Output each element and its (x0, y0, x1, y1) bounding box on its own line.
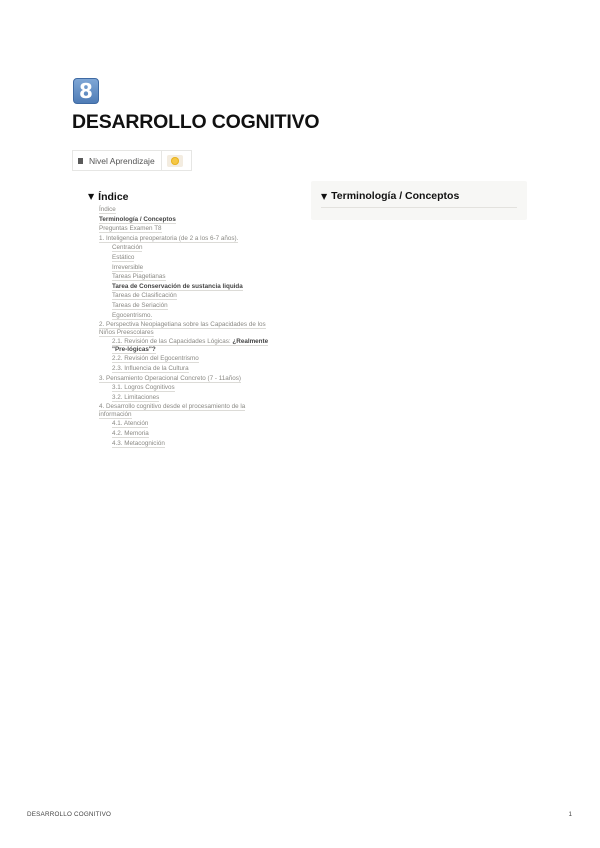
toc-link[interactable] (99, 354, 277, 364)
property-value[interactable] (162, 151, 191, 170)
toc-link-label: 3.2. Limitaciones (112, 393, 160, 401)
toc-link[interactable] (99, 272, 277, 282)
toc-link[interactable] (99, 263, 277, 273)
toc-link[interactable] (99, 419, 277, 429)
footer-title: DESARROLLO COGNITIVO (27, 811, 112, 818)
toc-link[interactable] (99, 337, 277, 354)
terminology-toggle-header[interactable] (321, 190, 459, 202)
toc-link-label: Terminología / Conceptos (99, 215, 176, 223)
terminology-toggle (311, 181, 527, 220)
toc-link-label: 4.1. Atención (112, 420, 149, 428)
toc-link[interactable] (99, 374, 277, 384)
triangle-down-icon[interactable]: ▼ (88, 192, 95, 201)
divider (321, 207, 517, 208)
toc-link[interactable] (99, 383, 277, 393)
toc-toggle (88, 189, 280, 448)
toc-link-label: Tareas de Clasificación (112, 292, 177, 300)
toc-link[interactable] (99, 282, 277, 292)
toc-link-label: Índice (99, 206, 116, 214)
toc-link[interactable] (99, 243, 277, 253)
toc-link-label: 2.2. Revisión del Egocentrismo (112, 355, 199, 363)
toc-heading: Índice (98, 190, 129, 203)
toc-link-label: 3. Pensamiento Operacional Concreto (7 - 11años) (99, 374, 241, 382)
lightbulb-icon (171, 157, 179, 165)
toc-link[interactable] (99, 291, 277, 301)
property-row (72, 150, 192, 171)
list-property-icon (78, 158, 83, 164)
toc-link-label: Preguntas Examen T8 (99, 225, 162, 233)
toc-link-label: Tareas de Seriación (112, 301, 168, 309)
terminology-heading: Terminología / Conceptos (331, 190, 460, 202)
toc-link-label: 2. Perspectiva Neopiagetiana sobre las Capacidades de los Niños Preescolares (99, 321, 266, 336)
table-of-contents (88, 205, 280, 448)
footer-page-number: 1 (568, 811, 572, 818)
toc-link[interactable] (99, 301, 277, 311)
toc-link-label: Tarea de Conservación de sustancia liquida (112, 282, 243, 290)
toc-link[interactable] (99, 224, 277, 234)
toc-link[interactable] (99, 364, 277, 374)
toc-link-label: Estático (112, 254, 135, 262)
toc-link-label: Irreversible (112, 263, 144, 271)
toc-link[interactable] (99, 439, 277, 449)
toc-link-label: 4. Desarrollo cognitivo desde el procesamiento de la información (99, 403, 246, 418)
toc-link[interactable] (99, 393, 277, 403)
toc-link-label: Tareas Piagetianas (112, 273, 166, 281)
toc-link-label: 4.2. Memoria (112, 430, 149, 438)
toc-link-label: 2.1. Revisión de las Capacidades Lógicas: ¿Realmente "Pre-lógicas"? (112, 338, 269, 353)
toc-toggle-header[interactable] (88, 189, 280, 204)
page-title: DESARROLLO COGNITIVO (72, 111, 320, 133)
toc-link[interactable] (99, 234, 277, 244)
toc-link-label: Egocentrismo. (112, 311, 153, 319)
property-name-label: Nivel Aprendizaje (89, 155, 155, 166)
toc-link-label: 4.3. Metacognición (112, 439, 165, 447)
toc-link-label: 2.3. Influencia de la Cultura (112, 364, 189, 372)
property-name (73, 151, 162, 170)
toc-link[interactable] (99, 311, 277, 321)
keycap-8-icon: 8 (73, 78, 99, 104)
toc-link[interactable] (99, 402, 277, 419)
toc-link-label: 3.1. Logros Cognitivos (112, 384, 175, 392)
select-tag (167, 155, 183, 167)
triangle-down-icon[interactable]: ▼ (321, 191, 328, 201)
toc-link[interactable] (99, 253, 277, 263)
toc-link[interactable] (99, 215, 277, 225)
toc-link[interactable] (99, 429, 277, 439)
toc-link-label: Centración (112, 244, 143, 252)
toc-link[interactable] (99, 205, 277, 215)
toc-link-label: 1. Inteligencia preoperatoria (de 2 a los 6-7 años). (99, 234, 239, 242)
toc-link[interactable] (99, 320, 277, 337)
